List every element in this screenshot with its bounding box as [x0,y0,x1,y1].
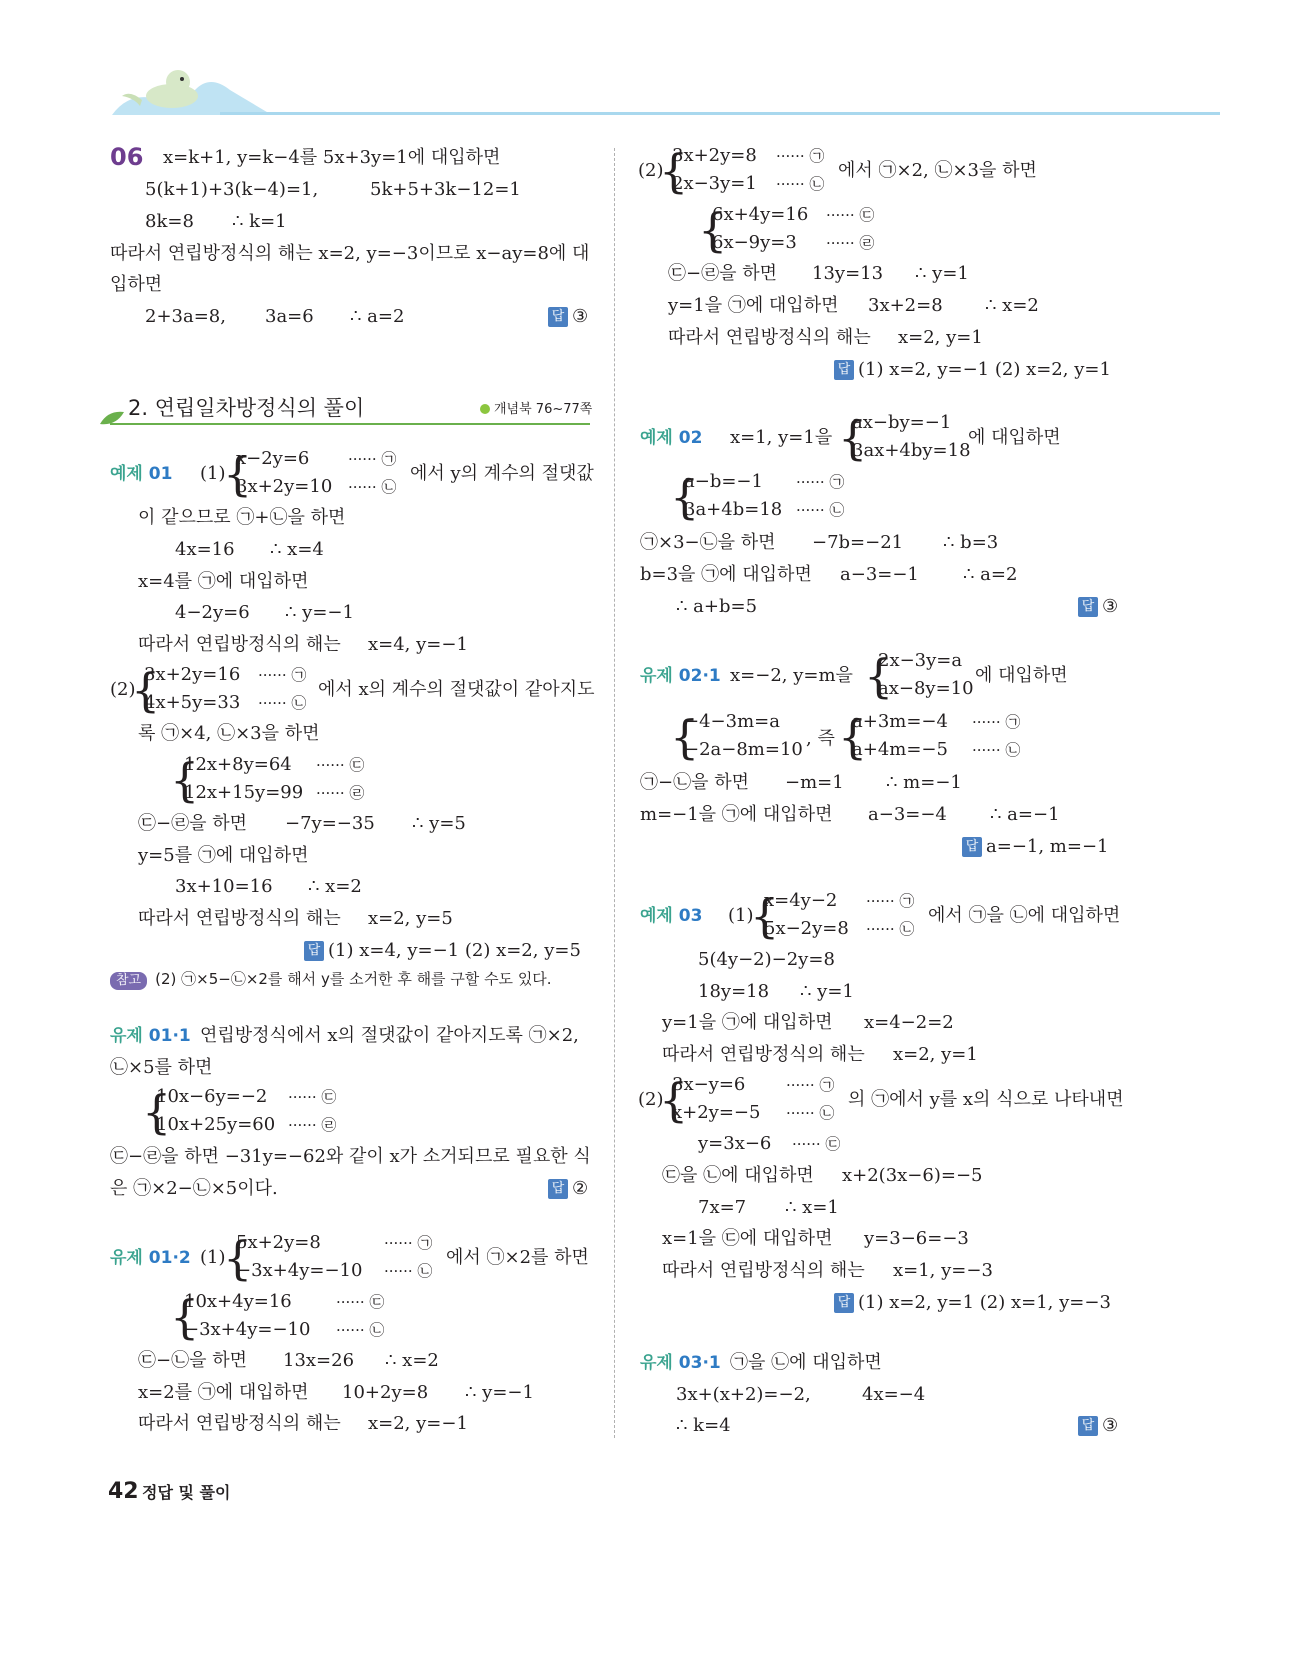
system-row: 4x+5y=33 [144,692,241,713]
equation-marker: ······ ㉢ [336,1293,385,1311]
text-line: 따라서 연립방정식의 해는 [138,634,341,655]
system-row: 3x+2y=8 [672,145,757,166]
text-line: ㉠−㉡을 하면 [640,772,749,793]
answer-ex03: 답 (1) x=2, y=1 (2) x=1, y=−3 [834,1292,1111,1314]
text-line: ㉢−㉣을 하면 −31y=−62와 같이 x가 소거되므로 필요한 식 [110,1146,591,1167]
system-row: 10x−6y=−2 [156,1086,268,1107]
text-line: −7y=−35 [285,813,375,834]
text-line: y=5를 ㉠에 대입하면 [138,845,309,866]
system-row: 3ax+4by=18 [852,440,971,461]
brace: { [142,1085,172,1139]
system-row: 6x+4y=16 [712,204,809,225]
brace: { [698,203,728,257]
text-line: ∴ x=2 [985,295,1039,316]
answer-u0102: 답 (1) x=2, y=−1 (2) x=2, y=1 [834,359,1111,381]
text-line: x=k+1, y=k−4를 5x+3y=1에 대입하면 [163,147,501,168]
system-row: x+2y=−5 [672,1102,761,1123]
text-line: 의 ㉠에서 y를 x의 식으로 나타내면 [848,1089,1124,1110]
text-line: y=1을 ㉠에 대입하면 [662,1012,833,1033]
text-line: x=−2, y=m을 [730,665,853,686]
text-line: ㉢−㉣을 하면 [138,813,247,834]
equation-marker: ······ ㉢ [288,1088,337,1106]
practice-tag: 유제 01·2 [110,1248,191,1268]
text-line: 따라서 연립방정식의 해는 x=2, y=−3이므로 x−ay=8에 대 [110,243,590,264]
text-line: 4−2y=6 [175,602,250,623]
text-line: ㉠을 ㉡에 대입하면 [730,1352,882,1373]
system-row: 3x+2y=16 [144,664,241,685]
text-line: a−3=−4 [868,804,947,825]
text-line: 4x=16 [175,539,235,560]
brace: { [838,710,868,764]
text-line: ∴ a=2 [350,306,405,327]
text-line: y=3x−6 [698,1133,772,1154]
part-label: (2) [638,160,664,181]
seal-mascot-icon [112,70,272,115]
equation-marker: ······ ㉡ [796,501,845,519]
brace: { [864,649,894,703]
text-line: x=2, y=1 [893,1044,978,1065]
system-row: a−b=−1 [684,471,763,492]
text-line: m=−1을 ㉠에 대입하면 [640,804,833,825]
text-line: x=2, y=−1 [368,1413,468,1434]
system-row: 6x−9y=3 [712,232,797,253]
section-ref: 개념북 76~77쪽 [494,402,593,417]
text-line: 5(k+1)+3(k−4)=1, [145,179,319,200]
leaf-icon [98,408,126,428]
answer-badge-icon: 답 [1078,1416,1098,1436]
equation-marker: ······ ㉠ [786,1076,835,1094]
text-line: x=1, y=−3 [893,1260,993,1281]
system-row: 10x+4y=16 [184,1291,292,1312]
section-underline [110,423,590,425]
brace: { [223,1231,253,1285]
text-line: ∴ a=2 [963,564,1018,585]
text-line: ㉢−㉡을 하면 [138,1350,247,1371]
brace: { [659,144,689,198]
part-label: (2) [638,1089,664,1110]
text-line: x=2를 ㉠에 대입하면 [138,1382,309,1403]
equation-marker: ······ ㉠ [776,147,825,165]
answer-u0101: 답 ② [548,1178,588,1200]
section-dot-icon [480,404,490,414]
text-line: 5(4y−2)−2y=8 [698,949,835,970]
example-tag: 예제 02 [640,428,703,448]
brace: { [838,411,868,465]
answer-badge-icon: 답 [962,837,982,857]
system-row: 3a+4b=18 [684,499,783,520]
text-line: 에서 ㉠을 ㉡에 대입하면 [928,905,1121,926]
equation-marker: ······ ㉠ [384,1234,433,1252]
answer-u0301: 답 ③ [1078,1415,1118,1437]
text-line: 2+3a=8, [145,306,226,327]
system-row: 10x+25y=60 [156,1114,276,1135]
equation-marker: ······ ㉣ [316,784,365,802]
answer-badge-icon: 답 [548,1179,568,1199]
system-row: −3x+4y=−10 [236,1260,363,1281]
system-row: a+4m=−5 [852,739,948,760]
text-line: 따라서 연립방정식의 해는 [662,1260,865,1281]
text-line: −m=1 [785,772,844,793]
text-line: 3x+2=8 [868,295,943,316]
brace: { [670,710,700,764]
text-line: 록 ㉠×4, ㉡×3을 하면 [138,723,320,744]
text-line: ∴ x=2 [385,1350,439,1371]
column-divider [614,148,615,1438]
text-line: x=1, y=1을 [730,427,833,448]
system-row: −2a−8m=10 [684,739,803,760]
text-line: −7b=−21 [812,532,904,553]
text-line: ∴ x=4 [270,539,324,560]
system-row: 5x−2y=8 [764,918,849,939]
brace: { [170,753,200,807]
answer-badge-icon: 답 [304,941,324,961]
answer-badge-icon: 답 [834,360,854,380]
answer-ex02: 답 ③ [1078,596,1118,618]
text-line: ∴ y=1 [800,981,854,1002]
system-row: −4−3m=a [684,711,780,732]
footer-label: 정답 및 풀이 [142,1483,231,1502]
system-row: 5x+2y=8 [236,1232,321,1253]
answer-badge-icon: 답 [548,307,568,327]
system-row: 2x−3y=1 [672,173,757,194]
equation-marker: ······ ㉠ [972,713,1021,731]
text-line: 연립방정식에서 x의 절댓값이 같아지도록 ㉠×2, [200,1025,579,1046]
system-row: 3x−y=6 [672,1074,746,1095]
text-line: a−3=−1 [840,564,919,585]
part-label: (1) [200,463,226,484]
note-tag: 참고 [110,972,147,990]
note-line: 참고 (2) ㉠×5−㉡×2를 해서 y를 소거한 후 해를 구할 수도 있다. [110,968,552,990]
text-line: ∴ b=3 [943,532,999,553]
answer-p06: 답 ③ [548,306,588,328]
equation-marker: ······ ㉡ [336,1321,385,1339]
answer-ex01: 답 (1) x=4, y=−1 (2) x=2, y=5 [304,940,581,962]
text-line: 입하면 [110,274,163,295]
brace: { [670,470,700,524]
header-decoration [100,60,1230,122]
text-line: b=3을 ㉠에 대입하면 [640,564,812,585]
system-row: x−2y=6 [236,448,310,469]
text-line: ∴ x=1 [785,1197,839,1218]
text-line: 따라서 연립방정식의 해는 [138,1413,341,1434]
equation-marker: ······ ㉠ [866,892,915,910]
practice-tag: 유제 03·1 [640,1353,721,1373]
text-line: ∴ y=−1 [465,1382,534,1403]
text-line: ㉢을 ㉡에 대입하면 [662,1165,814,1186]
brace: { [223,447,253,501]
text-line: 8k=8 [145,211,194,232]
text-line: ∴ k=1 [232,211,287,232]
text-line: x=4, y=−1 [368,634,468,655]
system-row: 3x+2y=10 [236,476,333,497]
answer-badge-icon: 답 [1078,597,1098,617]
text-line: ∴ x=2 [308,876,362,897]
text-line: x+2(3x−6)=−5 [842,1165,983,1186]
system-row: ax−8y=10 [878,678,974,699]
text-line: 에서 y의 계수의 절댓값 [410,463,594,484]
equation-marker: ······ ㉡ [384,1262,433,1280]
equation-marker: ······ ㉢ [316,756,365,774]
text-line: x=2, y=1 [898,327,983,348]
system-row: x=4y−2 [764,890,838,911]
system-row: ax−by=−1 [852,412,952,433]
text-line: 따라서 연립방정식의 해는 [662,1044,865,1065]
text-line: x=2, y=5 [368,908,453,929]
equation-marker: ······ ㉣ [288,1116,337,1134]
text-line: 10+2y=8 [342,1382,429,1403]
page-number: 42 [108,1479,139,1504]
text-line: ∴ m=−1 [886,772,962,793]
text-line: x=4를 ㉠에 대입하면 [138,571,309,592]
section-title: 2. 연립일차방정식의 풀이 [128,396,365,420]
text-line: ㉡×5를 하면 [110,1057,213,1078]
text-line: 4x=−4 [862,1384,926,1405]
brace: { [131,663,161,717]
system-row: 2x−3y=a [878,650,963,671]
practice-tag: 유제 02·1 [640,666,721,686]
text-line: 에 대입하면 [975,665,1068,686]
text-line: 13x=26 [283,1350,355,1371]
text-line: , 즉 [806,728,835,749]
example-tag: 예제 03 [640,906,703,926]
text-line: ∴ k=4 [676,1415,731,1436]
answer-u0201: 답 a=−1, m=−1 [962,836,1108,858]
problem-number: 06 [110,143,144,171]
text-line: x=1을 ㉢에 대입하면 [662,1228,833,1249]
text-line: 은 ㉠×2−㉡×5이다. [110,1178,278,1199]
equation-marker: ······ ㉠ [348,450,397,468]
equation-marker: ······ ㉠ [796,473,845,491]
part-label: (2) [110,679,136,700]
system-row: a+3m=−4 [852,711,948,732]
equation-marker: ······ ㉡ [258,694,307,712]
text-line: 7x=7 [698,1197,747,1218]
text-line: 따라서 연립방정식의 해는 [668,327,871,348]
equation-marker: ······ ㉢ [826,206,875,224]
equation-marker: ······ ㉣ [826,234,875,252]
text-line: 3x+10=16 [175,876,273,897]
equation-marker: ······ ㉡ [866,920,915,938]
text-line: ∴ y=1 [915,263,969,284]
equation-marker: ······ ㉡ [786,1104,835,1122]
text-line: 이 같으므로 ㉠+㉡을 하면 [138,507,346,528]
text-line: 에서 ㉠×2, ㉡×3을 하면 [838,160,1037,181]
text-line: 에서 ㉠×2를 하면 [446,1247,589,1268]
text-line: 3a=6 [265,306,314,327]
practice-tag: 유제 01·1 [110,1026,191,1046]
text-line: 에서 x의 계수의 절댓값이 같아지도 [318,679,595,700]
text-line: 에 대입하면 [968,427,1061,448]
brace: { [750,889,780,943]
answer-badge-icon: 답 [834,1293,854,1313]
brace: { [170,1290,200,1344]
text-line: y=1을 ㉠에 대입하면 [668,295,839,316]
example-tag: 예제 01 [110,464,173,484]
text-line: y=3−6=−3 [864,1228,969,1249]
text-line: 따라서 연립방정식의 해는 [138,908,341,929]
text-line: ∴ a+b=5 [676,596,758,617]
part-label: (1) [200,1247,226,1268]
text-line: 3x+(x+2)=−2, [676,1384,811,1405]
part-label: (1) [728,905,754,926]
system-row: 12x+15y=99 [184,782,304,803]
text-line: 5k+5+3k−12=1 [370,179,521,200]
header-rule [220,112,1220,115]
text-line: 18y=18 [698,981,770,1002]
text-line: ㉢−㉣을 하면 [668,263,777,284]
equation-marker: ······ ㉠ [258,666,307,684]
equation-marker: ······ ㉢ [792,1135,841,1153]
text-line: 13y=13 [812,263,884,284]
equation-marker: ······ ㉡ [972,741,1021,759]
system-row: 12x+8y=64 [184,754,292,775]
text-line: ㉠×3−㉡을 하면 [640,532,776,553]
equation-marker: ······ ㉡ [348,478,397,496]
text-line: x=4−2=2 [864,1012,954,1033]
system-row: −3x+4y=−10 [184,1319,311,1340]
text-line: ∴ y=5 [412,813,466,834]
equation-marker: ······ ㉡ [776,175,825,193]
brace: { [659,1073,689,1127]
text-line: ∴ a=−1 [990,804,1060,825]
text-line: ∴ y=−1 [285,602,354,623]
